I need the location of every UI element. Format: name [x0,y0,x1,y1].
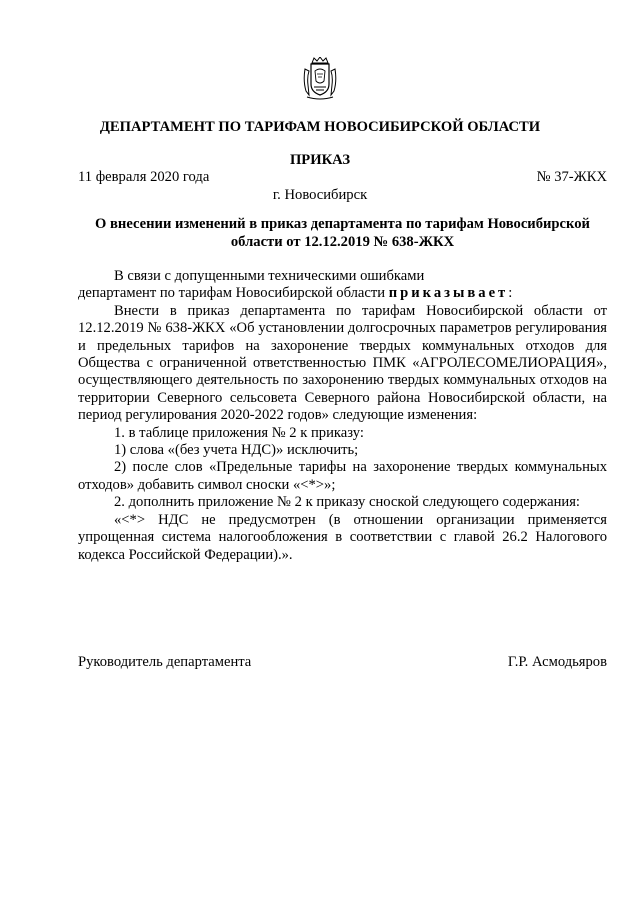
paragraph-reason: В связи с допущенными техническими ошибками [114,268,425,284]
city: г. Новосибирск [272,187,368,203]
signatory-name: Г.Р. Асмодьяров [507,654,607,670]
order-date: 11 февраля 2020 года [78,169,210,185]
paragraph-item-1: 1. в таблице приложения № 2 к приказу: [114,424,364,441]
document-type: ПРИКАЗ [289,152,351,168]
paragraph-footnote: «<*> НДС не предусмотрен (в отношении организации применяется упрощенная система налогообложения в соответствии с главой 26.2 Налогового кодекса Российской Федерации).». [78,511,607,563]
paragraph-main: Внести в приказ департамента по тарифам Новосибирской области от 12.12.2019 № 638-ЖКХ «Об установлении долгосрочных параметров регулирования и предельных тарифов на захоронение твердых коммунальных отходов для Общества с ограниченной ответственностью ПМК «АГРОЛЕСОМЕЛИОРАЦИЯ», осуществляющего деятельность по захоронению твердых коммунальных отходов на территории Северного сельсовета Северного района Новосибирской области, на период регулирования 2020-2022 годов» следующие изменения: [78,302,607,424]
coat-of-arms-icon [303,57,337,101]
order-subject: О внесении изменений в приказ департамента по тарифам Новосибирской области от 12.12.2019 № 638-ЖКХ [95,216,590,250]
resolution-text: департамент по тарифам Новосибирской области [78,285,389,302]
department-title: ДЕПАРТАМЕНТ ПО ТАРИФАМ НОВОСИБИРСКОЙ ОБЛАСТИ [99,119,541,135]
order-body [78,268,607,564]
paragraph-subitem-1: 1) слова «(без учета НДС)» исключить; [114,442,359,459]
paragraph-resolution [78,285,607,302]
resolution-colon: : [508,285,513,302]
order-number: № 37-ЖКХ [536,169,607,185]
signatory-position: Руководитель департамента [78,654,252,670]
paragraph-item-2: 2. дополнить приложение № 2 к приказу сноской следующего содержания: [114,494,580,511]
paragraph-subitem-2: 2) после слов «Предельные тарифы на захоронение твердых коммунальных отходов» добавить символ сноски «<*>»; [78,459,607,493]
resolution-keyword: приказывает [388,285,509,302]
